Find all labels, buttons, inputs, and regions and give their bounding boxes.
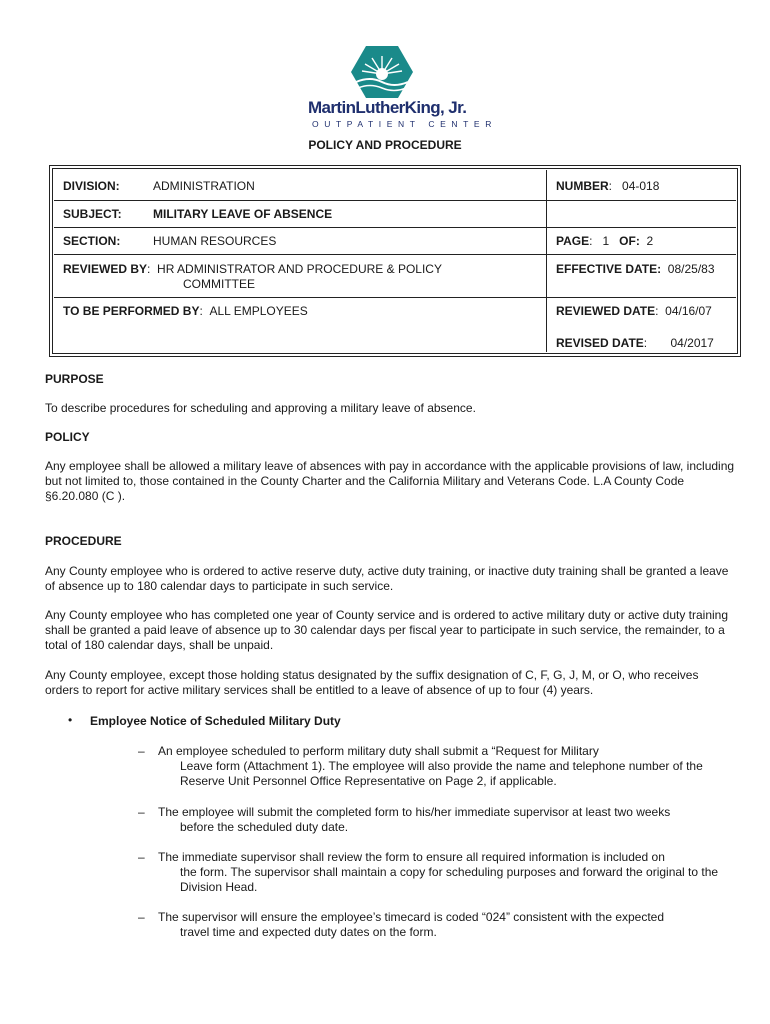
section-label: SECTION:: [63, 234, 121, 248]
section-value: HUMAN RESOURCES: [153, 234, 277, 248]
purpose-heading: PURPOSE: [45, 372, 104, 386]
revised-date-field: REVISED DATE: 04/2017: [556, 336, 714, 350]
document-title: POLICY AND PROCEDURE: [308, 138, 462, 152]
list-item: The supervisor will ensure the employee’s timecard is coded “024” consistent with the expected travel time and expected duty dates on the form.: [158, 910, 665, 939]
page-field: PAGE: 1 OF: 2: [556, 234, 654, 248]
table-divider-row1: [54, 200, 736, 201]
list-item: The employee will submit the completed form to his/her immediate supervisor at least two weeks before the scheduled duty date.: [158, 805, 671, 834]
logo-wordmark: MartinLutherKing, Jr.: [308, 98, 467, 117]
list-item: An employee scheduled to perform military duty shall submit a “Request for Military Leave form (Attachment 1). The employee will also provide the name and telephone number of the Reserve Unit Personnel Office Representative on Page 2, if applicable.: [158, 744, 703, 788]
mlk-sunrise-hexagon-logo: [350, 44, 414, 100]
bullet-marker: •: [68, 713, 73, 727]
subject-label: SUBJECT:: [63, 207, 122, 221]
procedure-paragraph: Any County employee who is ordered to active reserve duty, active duty training, or inactive duty training shall be granted a leave of absence up to 180 calendar days to participate in such service.: [45, 564, 729, 593]
procedure-heading: PROCEDURE: [45, 534, 122, 548]
performed-by-field: TO BE PERFORMED BY: ALL EMPLOYEES: [63, 304, 308, 318]
procedure-paragraph: Any County employee, except those holding status designated by the suffix designation of C, F, G, J, M, or O, who receives orders to report for active military services shall be entitled to a leave of absence of up to four (4) years.: [45, 668, 699, 697]
bullet-heading: Employee Notice of Scheduled Military Duty: [90, 714, 341, 728]
reviewed-by-value-line2: COMMITTEE: [183, 277, 255, 291]
logo-subtitle: OUTPATIENT CENTER: [312, 119, 497, 129]
number-field: NUMBER: 04-018: [556, 179, 660, 193]
table-divider-vertical: [546, 170, 547, 352]
table-divider-row4: [54, 297, 736, 298]
procedure-paragraph: Any County employee who has completed one year of County service and is ordered to active military duty or active duty training shall be granted a paid leave of absence up to 30 calendar days per fiscal year to participate in such service, the remainder, to a total of 180 calendar days, shall be unpaid.: [45, 608, 729, 652]
reviewed-date-field: REVIEWED DATE: 04/16/07: [556, 304, 712, 318]
dash-marker: –: [138, 850, 145, 864]
dash-marker: –: [138, 805, 145, 819]
division-value: ADMINISTRATION: [153, 179, 255, 193]
list-item: The immediate supervisor shall review the form to ensure all required information is included on the form. The supervisor shall maintain a copy for scheduling purposes and forward the original to the Division Head.: [158, 850, 719, 894]
subject-value: MILITARY LEAVE OF ABSENCE: [153, 207, 333, 221]
policy-header-table: [52, 168, 738, 354]
reviewed-by-field: REVIEWED BY: HR ADMINISTRATOR AND PROCEDURE & POLICY: [63, 262, 442, 276]
table-divider-row3: [54, 254, 736, 255]
effective-date-field: EFFECTIVE DATE: 08/25/83: [556, 262, 715, 276]
organization-logo: [300, 44, 497, 130]
dash-marker: –: [138, 744, 145, 758]
purpose-text: To describe procedures for scheduling and approving a military leave of absence.: [45, 401, 476, 415]
dash-marker: –: [138, 910, 145, 924]
policy-heading: POLICY: [45, 430, 90, 444]
policy-text: Any employee shall be allowed a military leave of absences with pay in accordance with the applicable provisions of law, including but not limited to, those contained in the County Charter and the California Military and Veterans Code. L.A County Code §6.20.080 (C ).: [45, 459, 735, 503]
table-divider-row2: [54, 227, 736, 228]
division-label: DIVISION:: [63, 179, 120, 193]
